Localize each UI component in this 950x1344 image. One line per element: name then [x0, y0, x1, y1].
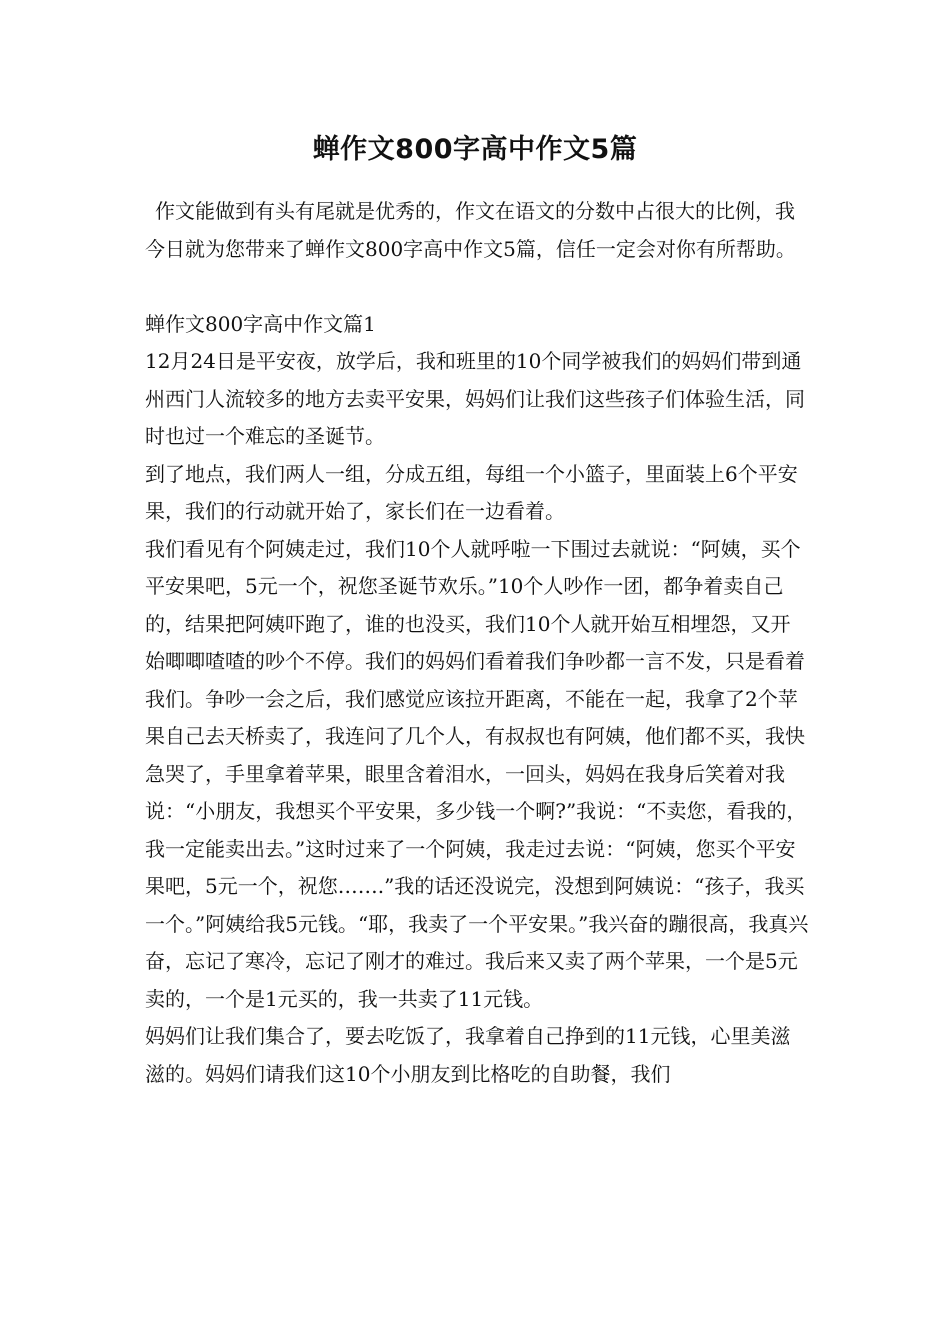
body-paragraph-4: 妈妈们让我们集合了，要去吃饭了，我拿着自己挣到的11元钱，心里美滋滋的。妈妈们请我们这10个小朋友到比格吃的自助餐，我们 — [145, 1024, 791, 1086]
intro-paragraph: 作文能做到有头有尾就是优秀的，作文在语文的分数中占很大的比例，我今日就为您带来了蝉作文800字高中作文5篇，信任一定会对你有所帮助。 — [145, 199, 796, 261]
body-paragraph-3: 我们看见有个阿姨走过，我们10个人就呼啦一下围过去就说：“阿姨，买个平安果吧，5元一个，祝您圣诞节欢乐。”10个人吵作一团，都争着卖自己的，结果把阿姨吓跑了，谁的也没买，我们10个人就开始互相埋怨，又开始唧唧喳喳的吵个不停。我们的妈妈们看着我们争吵都一言不发，只是看着我们。争吵一会之后，我们感觉应该拉开距离，不能在一起，我拿了2个苹果自己去天桥卖了，我连问了几个人，有叔叔也有阿姨，他们都不买，我快急哭了，手里拿着苹果，眼里含着泪水，一回头，妈妈在我身后笑着对我说：“小朋友，我想买个平安果，多少钱一个啊?”我说：“不卖您，看我的，我一定能卖出去。”这时过来了一个阿姨，我走过去说：“阿姨，您买个平安果吧，5元一个，祝您…….”我的话还没说完，没想到阿姨说：“孩子，我买一个。”阿姨给我5元钱。“耶，我卖了一个平安果。”我兴奋的蹦很高，我真兴奋，忘记了寒冷，忘记了刚才的难过。我后来又卖了两个苹果，一个是5元卖的，一个是1元买的，我一共卖了11元钱。 — [145, 536, 809, 1011]
body-paragraph-1: 12月24日是平安夜，放学后，我和班里的10个同学被我们的妈妈们带到通州西门人流较多的地方去卖平安果，妈妈们让我们这些孩子们体验生活，同时也过一个难忘的圣诞节。 — [145, 349, 805, 448]
body-paragraph-2: 到了地点，我们两人一组，分成五组，每组一个小篮子，里面装上6个平安果，我们的行动就开始了，家长们在一边看着。 — [145, 461, 798, 523]
document-body — [145, 193, 810, 1093]
section-title: 蝉作文800字高中作文篇1 — [145, 311, 376, 336]
document-title: 蝉作文800字高中作文5篇 — [312, 134, 638, 165]
